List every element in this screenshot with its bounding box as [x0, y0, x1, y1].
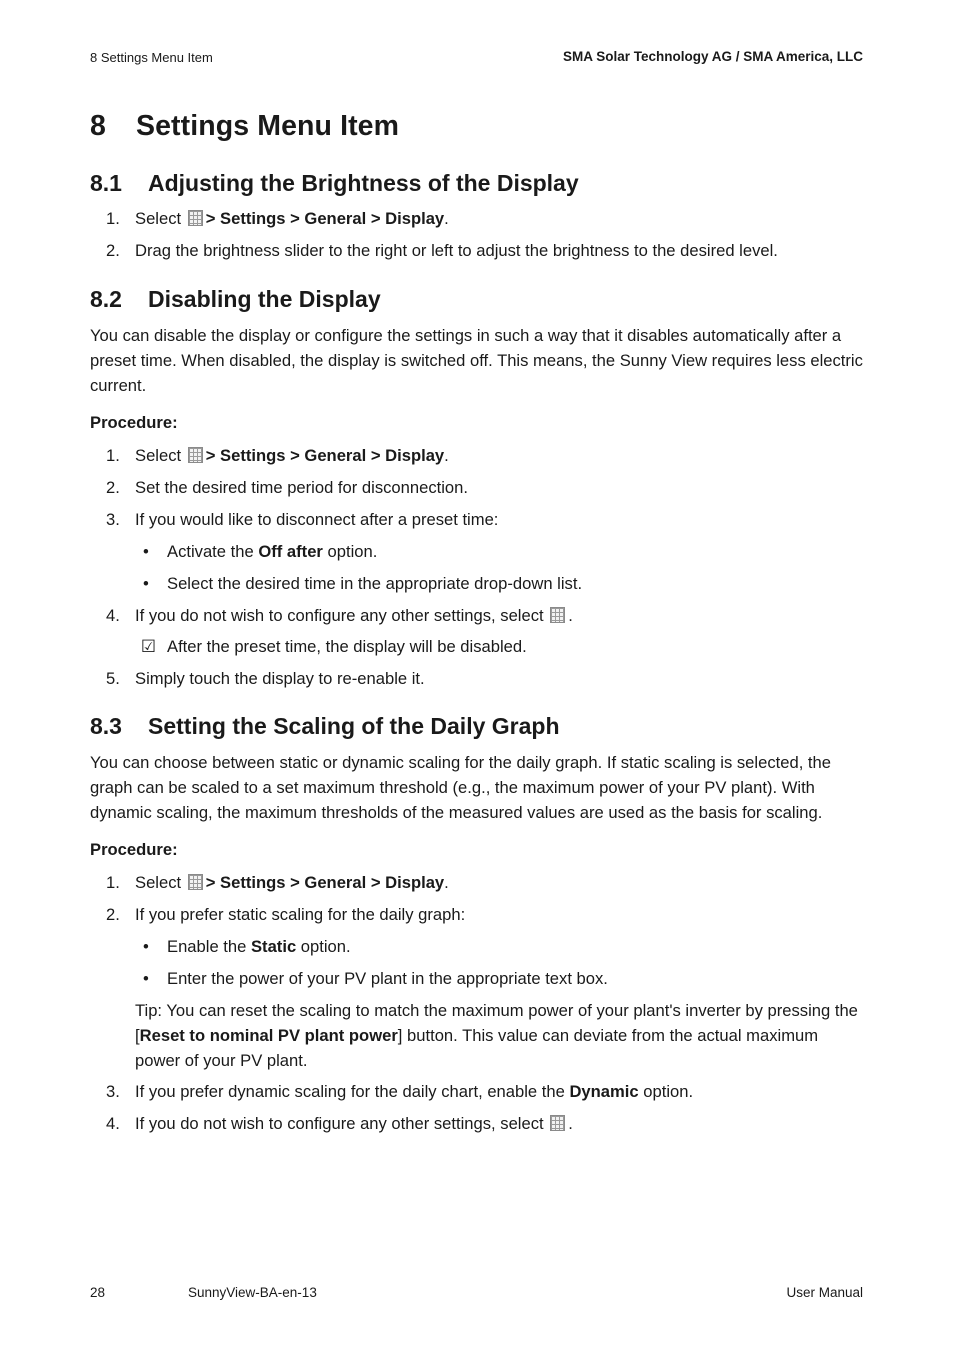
button-name: Reset to nominal PV plant power: [139, 1026, 398, 1045]
step-number: 4.: [106, 1114, 120, 1133]
section-intro: You can choose between static or dynamic scaling for the daily graph. If static scaling is selected, the graph can be scaled to a set maximum threshold (e.g., the maximum power of your PV plant). With dynamic scaling, the maximum thresholds of the measured values are used as the basis for scaling.: [90, 753, 831, 822]
step-number: 4.: [106, 606, 120, 625]
step-number: 3.: [106, 1082, 120, 1101]
tip-text: Tip: You can reset the scaling to match the maximum power of your plant's inverter by pressing the [: [135, 1001, 858, 1045]
step-select-icon: [135, 1113, 573, 1135]
section-number: 8.1: [90, 170, 122, 196]
step-number: 2.: [106, 241, 120, 260]
step-number: 2.: [106, 478, 120, 497]
punctuation: .: [444, 446, 449, 465]
procedure-label: Procedure:: [90, 413, 178, 432]
section-8-3-heading: [90, 713, 560, 740]
running-header-section: 8 Settings Menu Item: [90, 50, 213, 65]
option-name: Static: [250, 937, 297, 956]
bullet-dot: •: [143, 542, 149, 561]
section-title: Disabling the Display: [148, 286, 381, 312]
step-text: If you do not wish to configure any other settings, select: [135, 1114, 544, 1133]
menu-path: > Settings > General > Display: [205, 446, 445, 465]
option-name: Dynamic: [569, 1082, 639, 1101]
menu-grid-icon: [188, 210, 203, 226]
step-select-display: [135, 445, 449, 467]
section-title: Adjusting the Brightness of the Display: [148, 170, 579, 196]
step-select-display: [135, 872, 449, 894]
chapter-title: [90, 110, 399, 143]
bullet-text: Enable the: [167, 937, 247, 956]
step-dynamic-scaling: [135, 1081, 693, 1103]
bullet-activate-off-after: [167, 541, 377, 563]
step-number: 1.: [106, 446, 120, 465]
menu-grid-icon: [550, 1115, 565, 1131]
step-number: 5.: [106, 669, 120, 688]
section-number: 8.3: [90, 713, 122, 739]
running-header-company: SMA Solar Technology AG / SMA America, LLC: [562, 49, 863, 64]
document-id: SunnyView-BA-en-13: [188, 1285, 317, 1300]
bullet-text: option.: [327, 542, 378, 561]
checkbox-checked-icon: ☑: [140, 637, 157, 656]
step-text: If you prefer dynamic scaling for the daily chart, enable the: [135, 1082, 565, 1101]
tip-paragraph: [135, 998, 865, 1073]
step-reenable: Simply touch the display to re-enable it.: [135, 669, 425, 688]
step-number: 2.: [106, 905, 120, 924]
step-drag-slider: Drag the brightness slider to the right or left to adjust the brightness to the desired level.: [135, 241, 778, 260]
result-text: After the preset time, the display will be disabled.: [167, 637, 527, 656]
chapter-title-text: Settings Menu Item: [136, 110, 400, 142]
step-text: Select: [135, 209, 182, 228]
step-static-scaling: If you prefer static scaling for the daily graph:: [135, 905, 466, 924]
chapter-number: 8: [90, 110, 106, 142]
procedure-label: Procedure:: [90, 840, 178, 859]
document-type: User Manual: [786, 1285, 863, 1300]
punctuation: .: [444, 209, 449, 228]
step-text: Select: [135, 873, 182, 892]
bullet-dot: •: [143, 937, 149, 956]
menu-grid-icon: [188, 447, 203, 463]
punctuation: .: [568, 1114, 573, 1133]
section-8-1-heading: [90, 170, 579, 197]
step-preset-time: If you would like to disconnect after a preset time:: [135, 510, 499, 529]
bullet-select-time: Select the desired time in the appropriate drop-down list.: [167, 574, 583, 593]
tip-text: ] button. This value can deviate from the actual maximum power of your PV plant.: [135, 1026, 819, 1070]
step-number: 1.: [106, 209, 120, 228]
section-title: Setting the Scaling of the Daily Graph: [148, 713, 560, 739]
menu-grid-icon: [188, 874, 203, 890]
menu-path: > Settings > General > Display: [205, 873, 445, 892]
menu-grid-icon: [550, 607, 565, 623]
bullet-text: Activate the: [167, 542, 254, 561]
bullet-dot: •: [143, 574, 149, 593]
punctuation: .: [568, 606, 573, 625]
step-text: option.: [643, 1082, 694, 1101]
section-number: 8.2: [90, 286, 122, 312]
section-intro: You can disable the display or configure the settings in such a way that it disables automatically after a preset time. When disabled, the display is switched off. This means, the Sunny View requires less electric current.: [90, 326, 863, 395]
step-select-display: [135, 208, 449, 230]
section-8-2-heading: [90, 286, 381, 313]
bullet-text: option.: [300, 937, 351, 956]
page-number: 28: [90, 1285, 106, 1300]
step-set-time: Set the desired time period for disconnection.: [135, 478, 468, 497]
menu-path: > Settings > General > Display: [205, 209, 445, 228]
option-name: Off after: [258, 542, 323, 561]
step-number: 1.: [106, 873, 120, 892]
step-select-icon: [135, 605, 573, 627]
punctuation: .: [444, 873, 449, 892]
bullet-enter-power: Enter the power of your PV plant in the appropriate text box.: [167, 969, 608, 988]
bullet-dot: •: [143, 969, 149, 988]
step-text: If you do not wish to configure any other settings, select: [135, 606, 544, 625]
step-number: 3.: [106, 510, 120, 529]
step-text: Select: [135, 446, 182, 465]
bullet-enable-static: [167, 936, 351, 958]
